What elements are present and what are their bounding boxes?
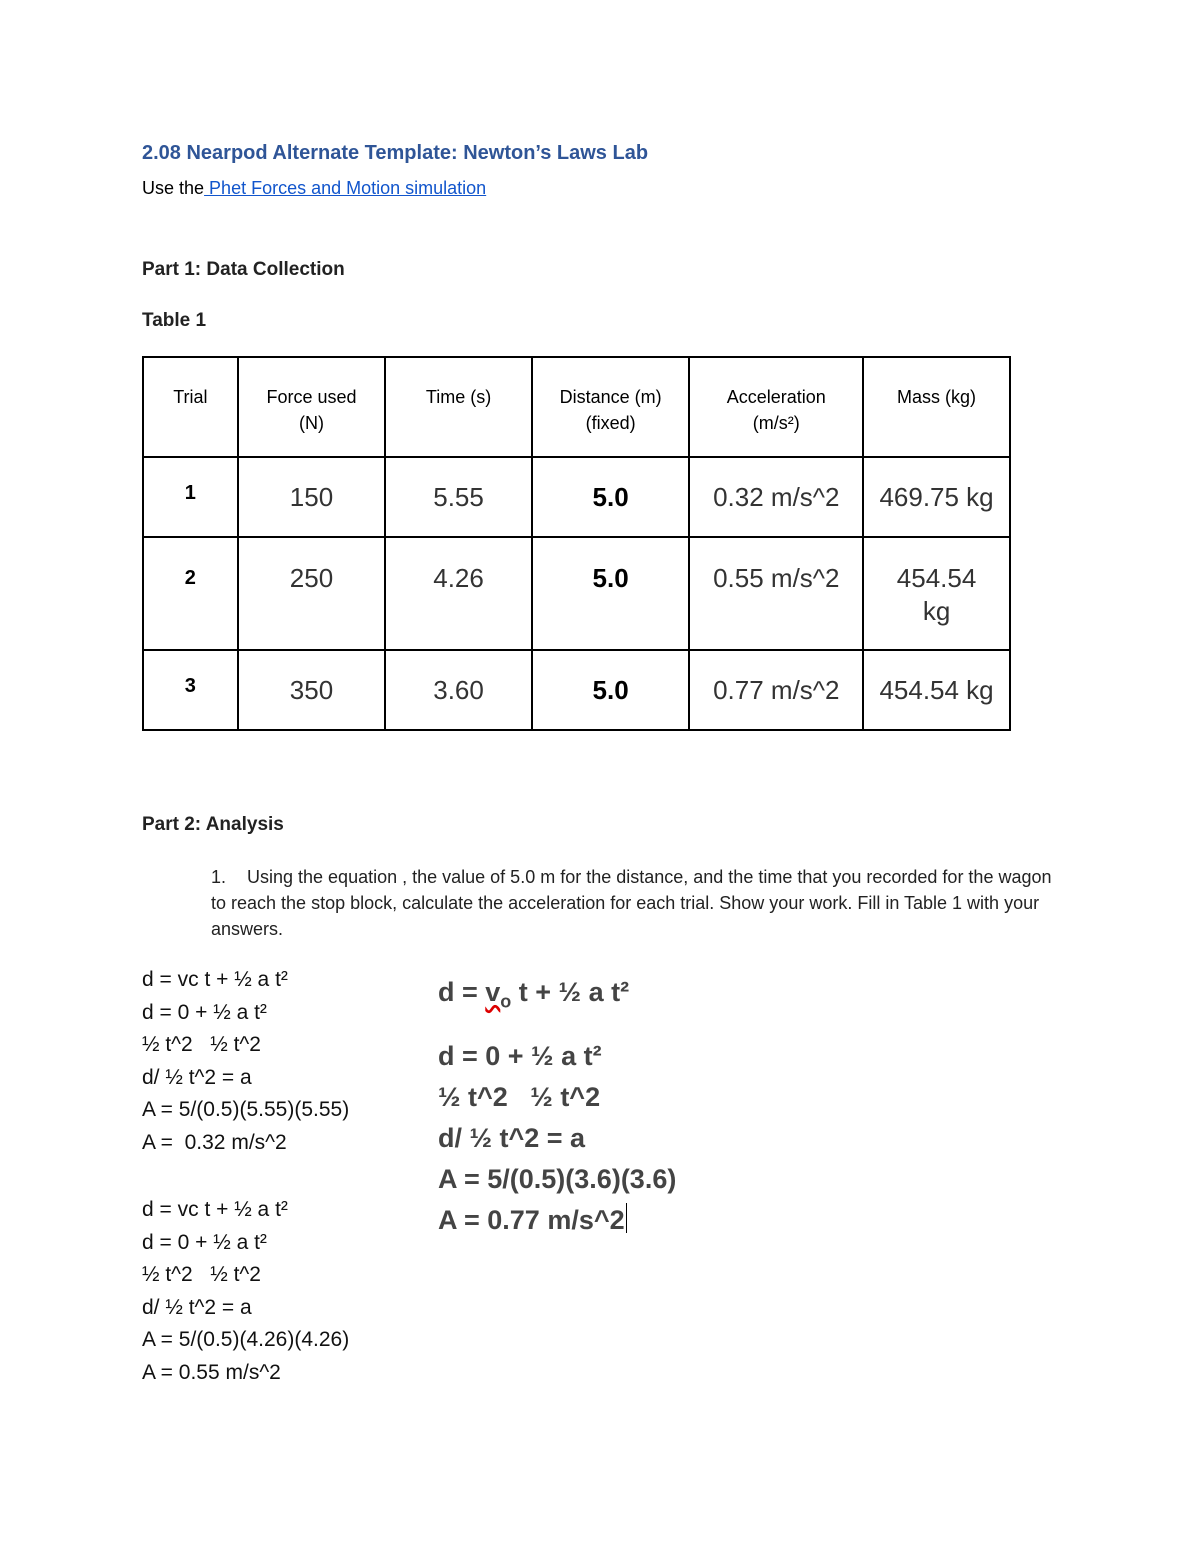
work-line: A = 5/(0.5)(5.55)(5.55) [142, 1098, 350, 1121]
text-cursor [626, 1203, 627, 1233]
work-line: d = 0 + ½ a t² [142, 1230, 267, 1254]
cell-time: 3.60 [385, 650, 532, 730]
work-line: d = vᴄ t + ½ a t² [142, 968, 288, 991]
phet-simulation-link[interactable]: Phet Forces and Motion simulation [204, 178, 487, 198]
work-line: d = 0 + ½ a t² [438, 1041, 602, 1072]
header-trial: Trial [143, 357, 238, 457]
question-number: 1. [211, 867, 227, 887]
work-trial-3 [438, 972, 676, 1241]
work-line: d/ ½ t^2 = a [142, 1065, 252, 1089]
work-line: d = 0 + ½ a t² [142, 1000, 267, 1024]
intro-line [142, 178, 486, 199]
work-trial-1 [142, 964, 349, 1159]
work-line: ½ t^2 ½ t^2 [142, 1033, 261, 1056]
part2-heading: Part 2: Analysis [142, 814, 284, 835]
work-line: A = 0.77 m/s^2 [438, 1205, 625, 1236]
cell-time: 5.55 [385, 457, 532, 537]
cell-force: 350 [238, 650, 386, 730]
cell-trial: 2 [143, 537, 238, 650]
cell-trial: 3 [143, 650, 238, 730]
cell-distance: 5.0 [532, 537, 690, 650]
cell-trial: 1 [143, 457, 238, 537]
question-text: Using the equation , the value of 5.0 m for the distance, and the time that you recorded for the wagon to reach the stop block, calculate the acceleration for each trial. Show your work. Fill in Table 1 with your answers. [211, 867, 1052, 939]
work-line: d/ ½ t^2 = a [142, 1295, 252, 1319]
cell-acceleration: 0.55 m/s^2 [689, 537, 863, 650]
cell-mass: 454.54 kg [863, 537, 1010, 650]
work-trial-2 [142, 1194, 349, 1389]
header-force: Force used (N) [238, 357, 386, 457]
cell-force: 250 [238, 537, 386, 650]
part1-heading: Part 1: Data Collection [142, 259, 345, 280]
cell-distance: 5.0 [532, 650, 690, 730]
question-1 [211, 864, 1061, 942]
work-line: A = 0.32 m/s^2 [142, 1130, 287, 1154]
table-row [143, 537, 1010, 650]
work-line: A = 5/(0.5)(3.6)(3.6) [438, 1164, 677, 1195]
table-label: Table 1 [142, 310, 207, 331]
cell-acceleration: 0.32 m/s^2 [689, 457, 863, 537]
cell-time: 4.26 [385, 537, 532, 650]
table-header-row [143, 357, 1010, 457]
header-distance: Distance (m) (fixed) [532, 357, 690, 457]
header-time: Time (s) [385, 357, 532, 457]
data-table [142, 356, 1011, 731]
intro-prefix: Use the [142, 178, 205, 198]
document-title: 2.08 Nearpod Alternate Template: Newton’s Laws Lab [142, 142, 649, 164]
work-line: ½ t^2 ½ t^2 [142, 1263, 261, 1286]
cell-mass: 454.54 kg [863, 650, 1010, 730]
header-mass: Mass (kg) [863, 357, 1010, 457]
work-line: A = 0.55 m/s^2 [142, 1360, 281, 1384]
work-line: d = vᴄ t + ½ a t² [142, 1198, 288, 1221]
cell-distance: 5.0 [532, 457, 690, 537]
spellcheck-word: $v_o$ [485, 977, 512, 1012]
cell-mass: 469.75 kg [863, 457, 1010, 537]
work-line: d/ ½ t^2 = a [438, 1123, 586, 1154]
cell-force: 150 [238, 457, 386, 537]
work-line: A = 5/(0.5)(4.26)(4.26) [142, 1328, 350, 1351]
header-acceleration: Acceleration (m/s²) [689, 357, 863, 457]
table-row [143, 650, 1010, 730]
cell-acceleration: 0.77 m/s^2 [689, 650, 863, 730]
work-line: $d = v_o$ t + ½ a t² [438, 977, 630, 1012]
table-row [143, 457, 1010, 537]
work-line: ½ t^2 ½ t^2 [438, 1082, 601, 1113]
